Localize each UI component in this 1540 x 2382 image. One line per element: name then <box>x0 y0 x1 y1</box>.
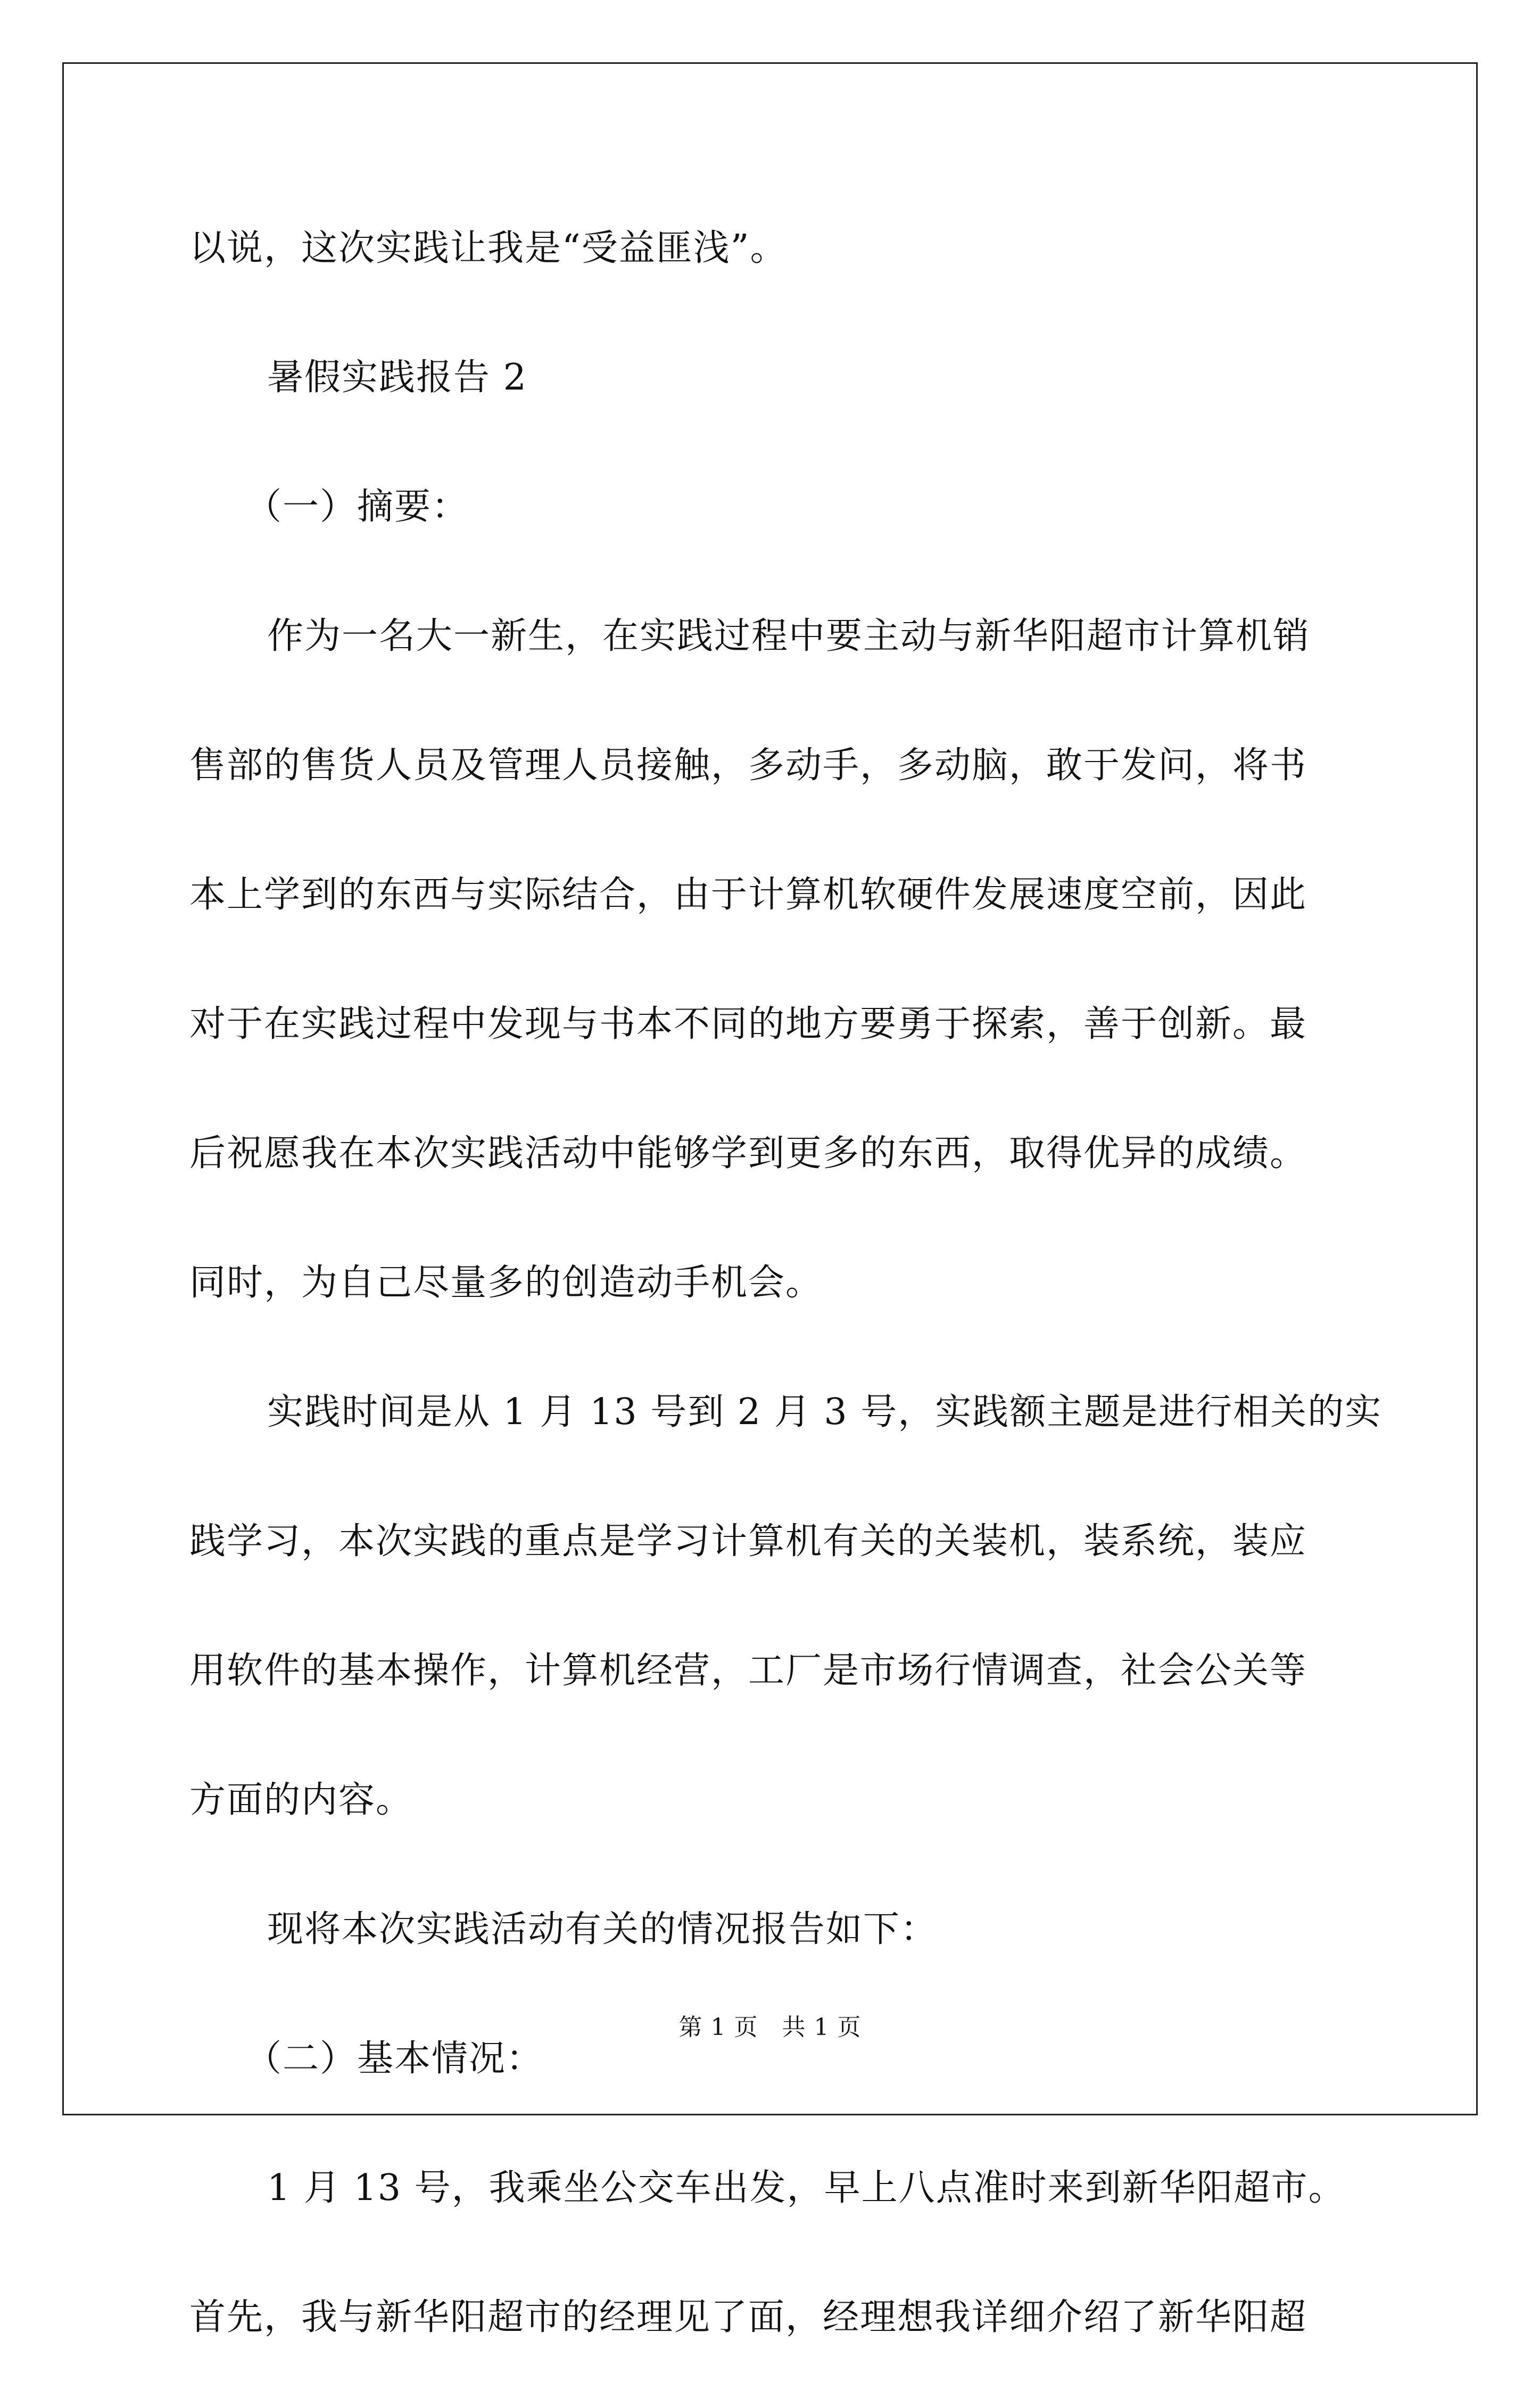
text-line: 作为一名大一新生，在实践过程中要主动与新华阳超市计算机销 <box>267 615 1311 657</box>
section-title: 暑假实践报告 2 <box>267 357 527 399</box>
text-line: 首先，我与新华阳超市的经理见了面，经理想我详细介绍了新华阳超 <box>189 2296 1307 2338</box>
text-line: 实践时间是从 1 月 13 号到 2 月 3 号，实践额主题是进行相关的实 <box>267 1391 1382 1433</box>
text-line: 方面的内容。 <box>189 1779 413 1821</box>
text-line: 对于在实践过程中发现与书本不同的地方要勇于探索，善于创新。最 <box>189 1003 1307 1045</box>
text-line: 以说，这次实践让我是“受益匪浅”。 <box>189 227 788 269</box>
page-number: 第 1 页 共 1 页 <box>678 2014 862 2041</box>
text-line: 同时，为自己尽量多的创造动手机会。 <box>189 1262 823 1304</box>
text-line: 1 月 13 号，我乘坐公交车出发，早上八点准时来到新华阳超市。 <box>267 2167 1346 2209</box>
text-line: 现将本次实践活动有关的情况报告如下： <box>267 1908 938 1950</box>
text-line: 践学习，本次实践的重点是学习计算机有关的关装机，装系统，装应 <box>189 1520 1307 1562</box>
text-line: 后祝愿我在本次实践活动中能够学到更多的东西，取得优异的成绩。 <box>189 1132 1307 1175</box>
subsection-heading: （二）基本情况： <box>245 2038 544 2080</box>
text-line: 售部的售货人员及管理人员接触，多动手，多动脑，敢于发问，将书 <box>189 745 1307 787</box>
document-body <box>189 184 1387 2382</box>
subsection-heading: （一）摘要： <box>245 486 469 528</box>
text-line: 本上学到的东西与实际结合，由于计算机软硬件发展速度空前，因此 <box>189 874 1307 916</box>
text-line: 用软件的基本操作，计算机经营，工厂是市场行情调查，社会公关等 <box>189 1650 1307 1692</box>
